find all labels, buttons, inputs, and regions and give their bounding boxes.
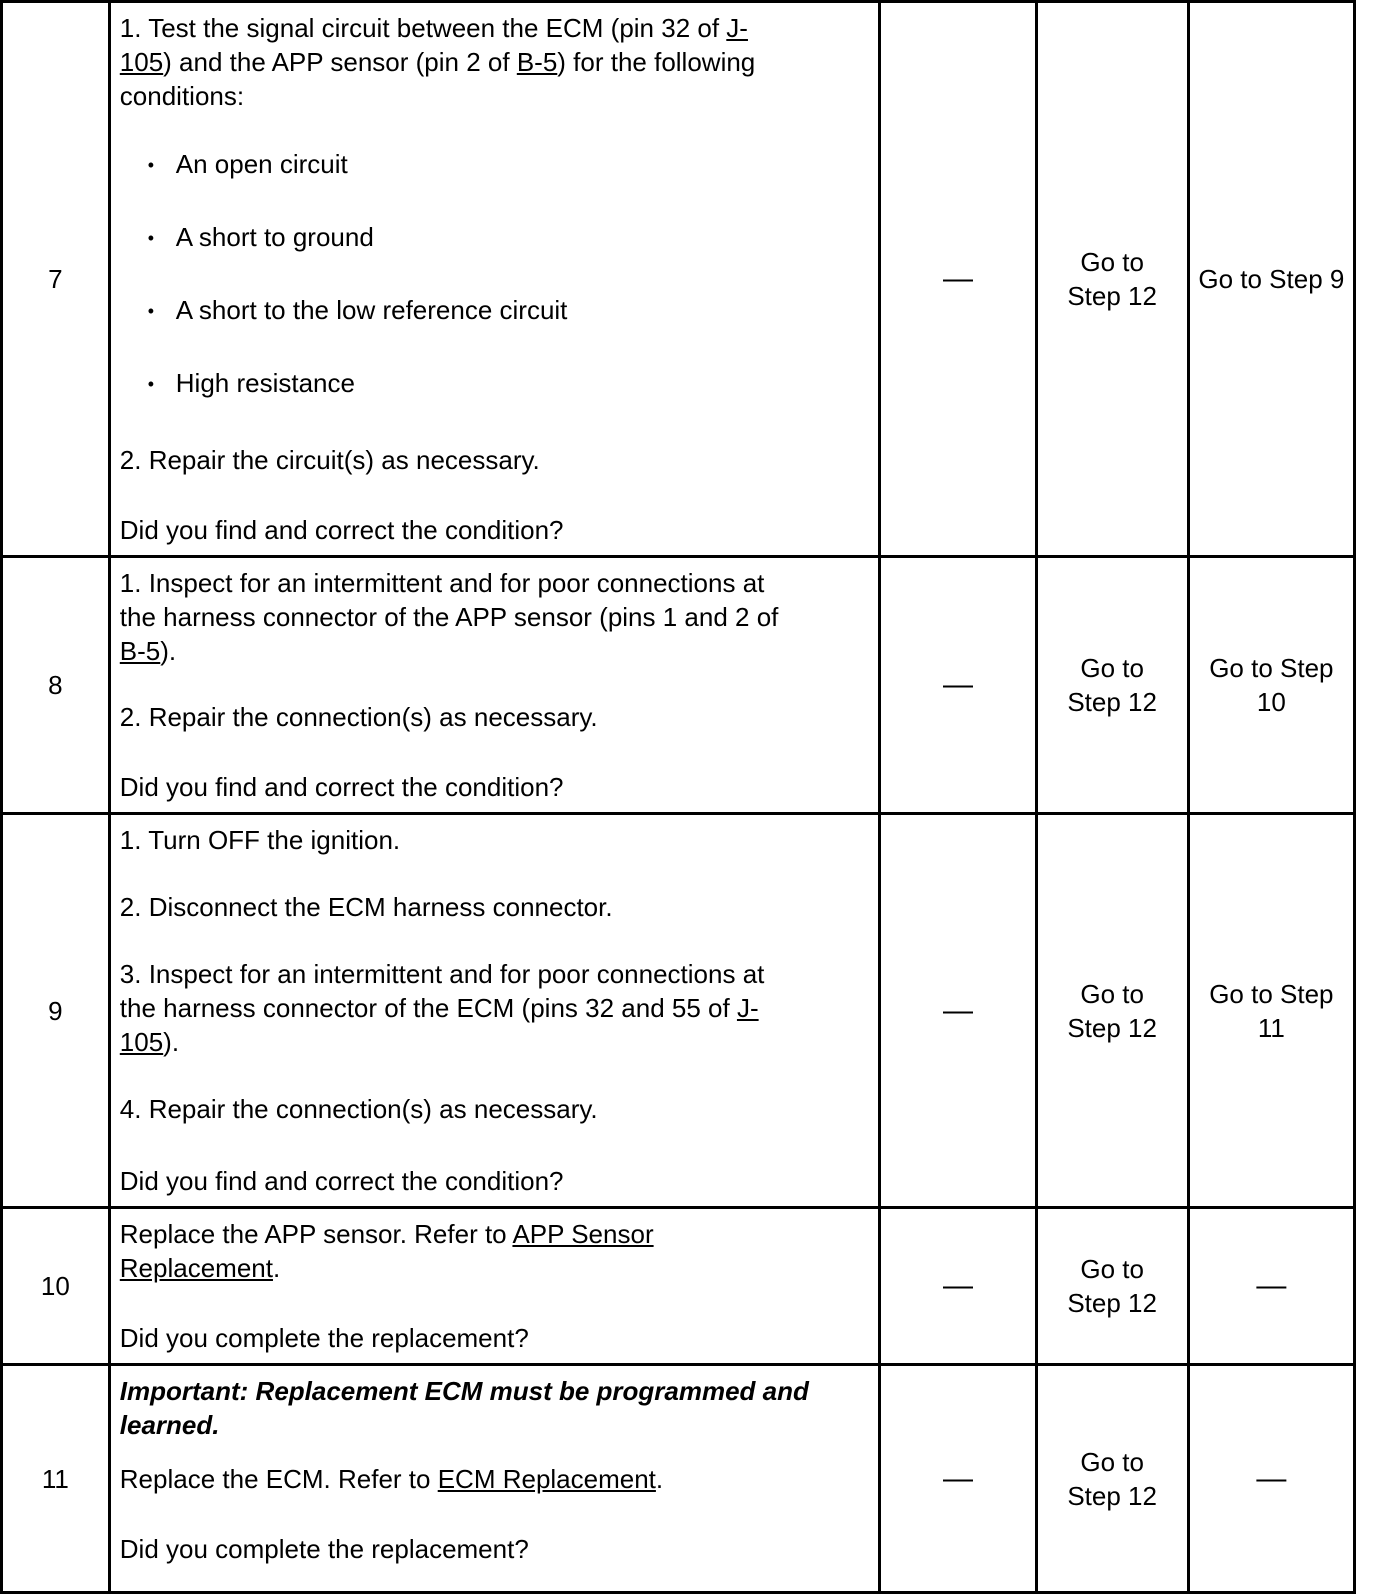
action-cell — [109, 557, 880, 814]
question-text: Did you find and correct the condition? — [119, 772, 564, 802]
action-text: Replace the ECM. Refer to — [119, 1464, 438, 1494]
value-text: — — [943, 262, 974, 295]
action-text: conditions: — [119, 81, 245, 111]
no-cell — [1188, 2, 1354, 557]
yes-cell — [1036, 557, 1188, 814]
table-row — [2, 2, 1355, 557]
yes-cell — [1036, 814, 1188, 1208]
app-sensor-replacement-link[interactable]: Replacement — [119, 1253, 273, 1283]
action-text: the harness connector of the ECM (pins 32 and 55 of — [119, 993, 737, 1023]
action-text: 1. Turn OFF the ignition. — [119, 825, 401, 855]
value-text: — — [943, 1269, 974, 1302]
yes-link[interactable]: Go to Step 12 — [1067, 247, 1157, 311]
question-text: Did you complete the replacement? — [119, 1534, 529, 1564]
bullet-item: • High resistance — [120, 366, 879, 401]
table-row — [2, 1365, 1355, 1593]
app-sensor-replacement-link[interactable]: APP Sensor — [512, 1219, 654, 1249]
connector-link[interactable]: J- — [726, 13, 748, 43]
action-text: ). — [160, 636, 177, 666]
bullet-item: • A short to the low reference circuit — [120, 293, 879, 328]
value-text: — — [943, 668, 974, 701]
action-text: 1. Test the signal circuit between the ECM (pin 32 of — [119, 13, 727, 43]
no-value: — — [1256, 1461, 1287, 1495]
important-note: learned. — [119, 1410, 220, 1440]
value-text: — — [943, 993, 974, 1027]
connector-link[interactable]: 105 — [119, 1027, 164, 1057]
value-cell — [880, 2, 1036, 557]
no-cell — [1188, 1365, 1354, 1593]
value-text: — — [943, 1461, 974, 1495]
important-note: Important: Replacement ECM must be programmed and — [119, 1376, 809, 1406]
no-link[interactable]: Go to Step 9 — [1198, 264, 1345, 294]
no-link[interactable]: Go to Step 10 — [1209, 653, 1334, 717]
no-cell — [1188, 1208, 1354, 1365]
value-cell — [880, 557, 1036, 814]
action-cell — [109, 1365, 880, 1593]
yes-link[interactable]: Go to Step 12 — [1067, 1254, 1157, 1318]
yes-link[interactable]: Go to Step 12 — [1067, 978, 1157, 1043]
table-row — [2, 814, 1355, 1208]
step-number: 11 — [2, 1365, 110, 1593]
action-text: 4. Repair the connection(s) as necessary. — [119, 1094, 598, 1124]
connector-link[interactable]: J- — [736, 993, 759, 1023]
yes-cell — [1036, 2, 1188, 557]
yes-link[interactable]: Go to Step 12 — [1067, 653, 1157, 717]
no-cell — [1188, 557, 1354, 814]
action-text: . — [272, 1253, 281, 1283]
value-cell — [880, 814, 1036, 1208]
no-cell — [1188, 814, 1354, 1208]
ecm-replacement-link[interactable]: ECM Replacement — [437, 1464, 656, 1494]
no-value: — — [1256, 1269, 1287, 1302]
bullet-item: • An open circuit — [120, 147, 879, 182]
step-number: 7 — [2, 2, 110, 557]
action-text: ). — [163, 1027, 180, 1057]
action-text: 1. Inspect for an intermittent and for poor connections at — [119, 568, 765, 598]
table-row — [2, 557, 1355, 814]
connector-link[interactable]: 105 — [119, 47, 164, 77]
step-number: 10 — [2, 1208, 110, 1365]
bullet-item: • A short to ground — [120, 220, 879, 255]
yes-cell — [1036, 1365, 1188, 1593]
action-text: 2. Repair the connection(s) as necessary. — [119, 702, 598, 732]
action-text: 2. Repair the circuit(s) as necessary. — [119, 445, 540, 475]
step-number: 8 — [2, 557, 110, 814]
no-link[interactable]: Go to Step 11 — [1209, 978, 1334, 1043]
action-text: 2. Disconnect the ECM harness connector. — [119, 892, 613, 922]
action-text: Replace the APP sensor. Refer to — [119, 1219, 513, 1249]
connector-link[interactable]: B-5 — [516, 47, 558, 77]
question-text: Did you complete the replacement? — [119, 1323, 529, 1353]
action-text: 3. Inspect for an intermittent and for poor connections at — [119, 959, 765, 989]
action-cell — [109, 1208, 880, 1365]
yes-link[interactable]: Go to Step 12 — [1067, 1446, 1157, 1511]
action-cell — [109, 2, 880, 557]
action-cell — [109, 814, 880, 1208]
step-number: 9 — [2, 814, 110, 1208]
yes-cell — [1036, 1208, 1188, 1365]
action-text: the harness connector of the APP sensor (pins 1 and 2 of — [119, 602, 779, 632]
action-text: ) and the APP sensor (pin 2 of — [163, 47, 517, 77]
action-text: ) for the following — [557, 47, 756, 77]
connector-link[interactable]: B-5 — [119, 636, 161, 666]
table-row — [2, 1208, 1355, 1365]
value-cell — [880, 1208, 1036, 1365]
question-text: Did you find and correct the condition? — [119, 515, 564, 545]
value-cell — [880, 1365, 1036, 1593]
action-text: . — [655, 1464, 664, 1494]
question-text: Did you find and correct the condition? — [119, 1166, 564, 1196]
